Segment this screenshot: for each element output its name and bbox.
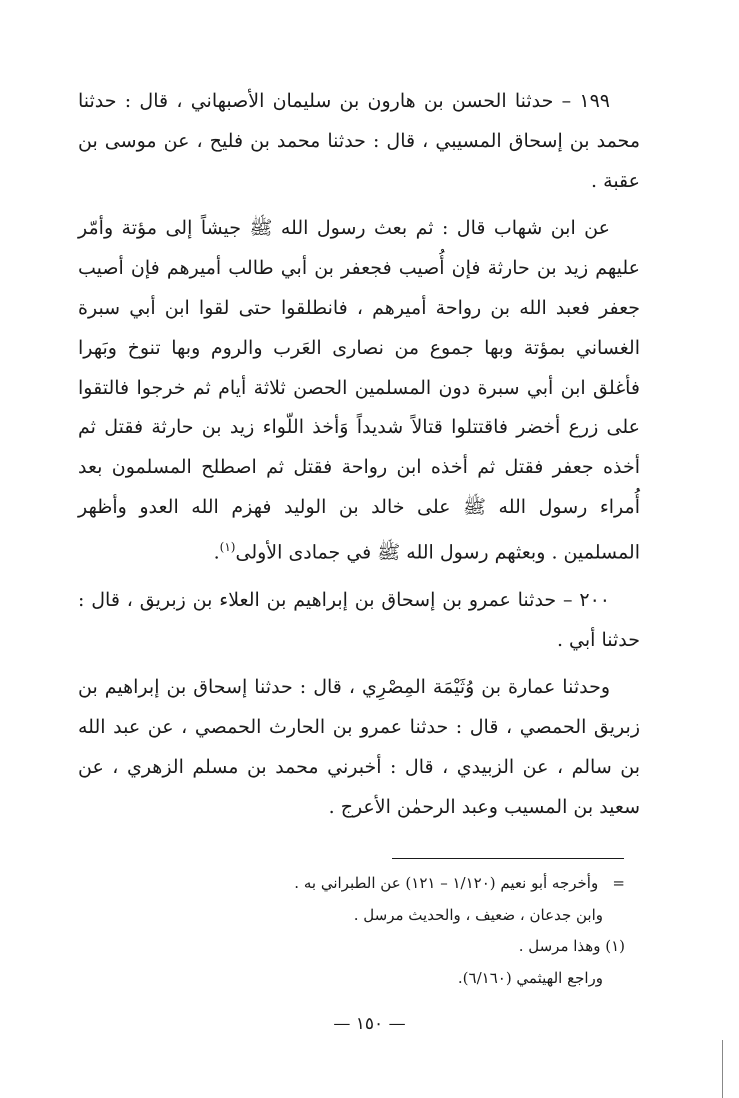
footnote-line: وابن جدعان ، ضعيف ، والحديث مرسل . xyxy=(353,905,603,924)
hadith-199-isnad: ١٩٩ – حدثنا الحسن بن هارون بن سليمان الأصبهاني ، قال : حدثنا محمد بن إسحاق المسيبي ، قال : حدثنا محمد بن فليح ، عن موسى بن عقبة . xyxy=(78,90,640,192)
main-text xyxy=(78,82,640,836)
footnote-separator xyxy=(392,858,624,859)
page-number: — ١٥٠ — xyxy=(333,1014,406,1034)
footnote-line-text: وأخرجه أبو نعيم (١/١٢٠ – ١٢١) عن الطبراني به . xyxy=(294,874,599,892)
footnote-line: وراجع الهيثمي (٦/١٦٠). xyxy=(457,968,603,987)
margin-mark: , xyxy=(636,478,641,494)
hadith-200-second-isnad: وحدثنا عمارة بن وُثَيْمَة المِصْرِي ، قال : حدثنا إسحاق بن إبراهيم بن زبريق الحمصي ، قال : حدثنا عمرو بن الحارث الحمصي ، عن عبد الله بن سالم ، عن الزبيدي ، قال : أخبرني محمد بن مسلم الزهري ، عن سعيد بن المسيب وعبد الرحمٰن الأعرج . xyxy=(78,676,640,818)
matn-period: . xyxy=(213,541,220,564)
footnotes xyxy=(180,868,625,994)
hadith-199-matn-text: عن ابن شهاب قال : ثم بعث رسول الله ﷺ جيشاً إلى مؤتة وأمّر عليهم زيد بن حارثة فإن أُصيب فجعفر بن أبي طالب أميرهم فإن أصيب جعفر فعبد الله بن رواحة أميرهم ، فانطلقوا حتى لقوا ابن أبي سبرة الغساني بمؤتة وبها جموع من نصارى العَرب والروم وبها تنوخ وبَهرا فأغلق ابن أبي سبرة دون المسلمين الحصن ثلاثة أيام ثم خرجوا فالتقوا على زرع أخضر فاقتتلوا قتالاً شديداً وَأخذ اللّواء زيد بن حارثة فقتل ثم أخذه جعفر فقتل ثم أخذه ابن رواحة فقتل ثم اصطلح المسلمون بعد أُمراء رسول الله ﷺ على خالد بن الوليد فهزم الله العدو وأظهر المسلمين . xyxy=(78,217,640,564)
continuation-mark: = xyxy=(612,874,625,892)
footnote-ref-1[interactable]: (١) xyxy=(219,539,236,554)
footnote-line xyxy=(180,868,625,900)
hadith-199-matn xyxy=(78,209,640,573)
hadith-200-isnad: ٢٠٠ – حدثنا عمرو بن إسحاق بن إبراهيم بن العلاء بن زبريق ، قال : حدثنا أبي . xyxy=(78,588,640,651)
footnote-1: (١) وهذا مرسل . xyxy=(518,937,625,955)
hadith-199-matn-tail: وبعثهم رسول الله ﷺ في جمادى الأولى xyxy=(235,541,546,564)
margin-edge xyxy=(722,1040,723,1098)
